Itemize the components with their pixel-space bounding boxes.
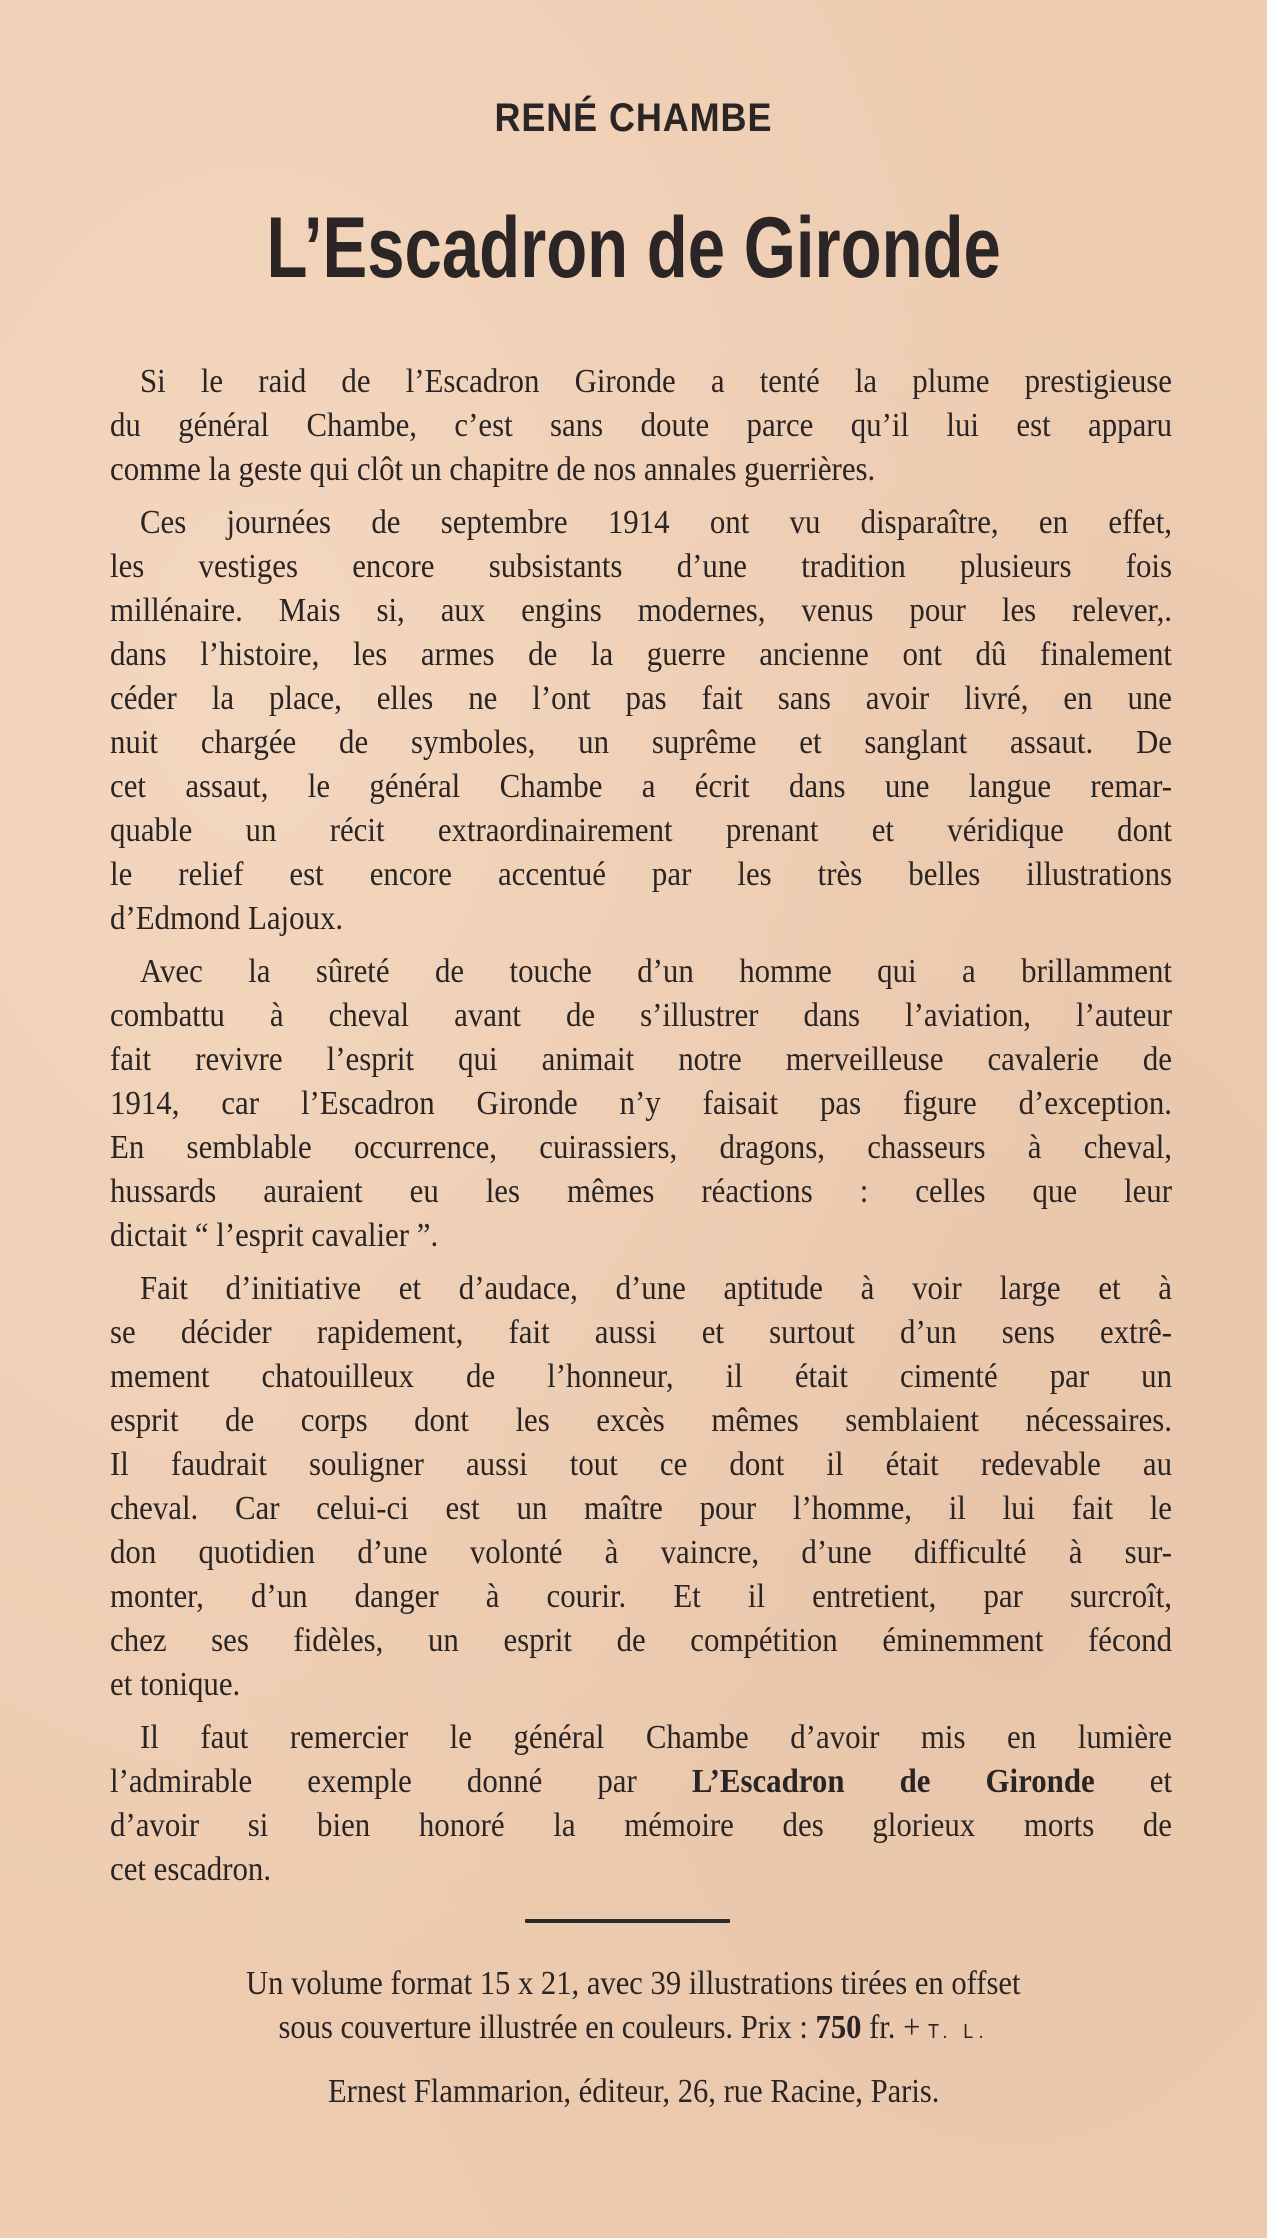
text-line: esprit de corps dont les excès mêmes semblaient nécessaires. [110, 1402, 1173, 1439]
text-line: Fait d’initiative et d’audace, d’une aptitude à voir large et à [139, 1270, 1173, 1307]
paragraph-4 [110, 1267, 1172, 1707]
publisher-line: Ernest Flammarion, éditeur, 26, rue Racine, Paris. [327, 2073, 940, 2110]
paragraph-2 [110, 501, 1172, 941]
text-line: céder la place, elles ne l’ont pas fait sans avoir livré, en une [110, 680, 1173, 717]
text-line: Il faudrait souligner aussi tout ce dont il était redevable au [110, 1446, 1173, 1483]
text-line: d’Edmond Lajoux. [110, 900, 344, 937]
book-title-inline: L’Escadron de Gironde [691, 1763, 1095, 1800]
text-line: les vestiges encore subsistants d’une tradition plusieurs fois [110, 548, 1173, 585]
text-line: Si le raid de l’Escadron Gironde a tenté la plume prestigieuse [139, 363, 1173, 400]
author-name: RENÉ CHAMBE [494, 96, 773, 140]
text-line: mement chatouilleux de l’honneur, il était cimenté par un [110, 1358, 1173, 1395]
body-text [110, 360, 1172, 1901]
text-line: d’avoir si bien honoré la mémoire des glorieux morts de [110, 1807, 1173, 1844]
text-fragment: l’admirable exemple donné par [110, 1763, 637, 1800]
text-line: dans l’histoire, les armes de la guerre ancienne ont dû finalement [110, 636, 1173, 673]
text-line: hussards auraient eu les mêmes réactions : celles que leur [110, 1173, 1173, 1210]
text-line: quable un récit extraordinairement prenant et véridique dont [110, 812, 1173, 849]
book-title: L’Escadron de Gironde [266, 200, 1001, 296]
text-line: fait revivre l’esprit qui animait notre merveilleuse cavalerie de [110, 1041, 1173, 1078]
text-line: le relief est encore accentué par les très belles illustrations [110, 856, 1173, 893]
text-line: Ces journées de septembre 1914 ont vu disparaître, en effet, [139, 504, 1173, 541]
text-line [110, 1760, 1172, 1804]
text-line: cet assaut, le général Chambe a écrit dans une langue remar- [110, 768, 1173, 805]
price-line [0, 2006, 1267, 2054]
text-line: don quotidien d’une volonté à vaincre, d’une difficulté à sur- [110, 1534, 1173, 1571]
text-line: 1914, car l’Escadron Gironde n’y faisait pas figure d’exception. [110, 1085, 1173, 1122]
text-line: nuit chargée de symboles, un suprême et sanglant assaut. De [110, 724, 1173, 761]
text-line: du général Chambe, c’est sans doute parce qu’il lui est apparu [110, 407, 1173, 444]
text-line: Avec la sûreté de touche d’un homme qui a brillamment [139, 953, 1173, 990]
tax-note: T. L. [927, 2021, 989, 2043]
text-line: comme la geste qui clôt un chapitre de nos annales guerrières. [110, 451, 876, 488]
volume-description: Un volume format 15 x 21, avec 39 illustrations tirées en offset [246, 1965, 1021, 2002]
paragraph-5 [110, 1716, 1172, 1892]
text-line: se décider rapidement, fait aussi et surtout d’un sens extrê- [110, 1314, 1173, 1351]
text-line: chez ses fidèles, un esprit de compétition éminemment fécond [110, 1622, 1173, 1659]
text-fragment: fr. + [868, 2009, 921, 2046]
text-line: monter, d’un danger à courir. Et il entretient, par surcroît, [110, 1578, 1173, 1615]
price-value: 750 [815, 2009, 862, 2046]
text-line: dictait “ l’esprit cavalier ”. [110, 1217, 439, 1254]
text-line: et tonique. [110, 1666, 241, 1703]
text-line: millénaire. Mais si, aux engins modernes, venus pour les relever,. [110, 592, 1173, 629]
text-fragment: et [1149, 1763, 1173, 1800]
text-line: cet escadron. [110, 1851, 272, 1888]
text-fragment: sous couverture illustrée en couleurs. Prix : [278, 2009, 808, 2046]
text-line: En semblable occurrence, cuirassiers, dragons, chasseurs à cheval, [110, 1129, 1173, 1166]
text-line: Il faut remercier le général Chambe d’avoir mis en lumière [139, 1719, 1173, 1756]
text-line: cheval. Car celui-ci est un maître pour l’homme, il lui fait le [110, 1490, 1173, 1527]
divider-rule [525, 1919, 730, 1923]
paragraph-1 [110, 360, 1172, 492]
paragraph-3 [110, 950, 1172, 1258]
text-line: combattu à cheval avant de s’illustrer dans l’aviation, l’auteur [110, 997, 1173, 1034]
